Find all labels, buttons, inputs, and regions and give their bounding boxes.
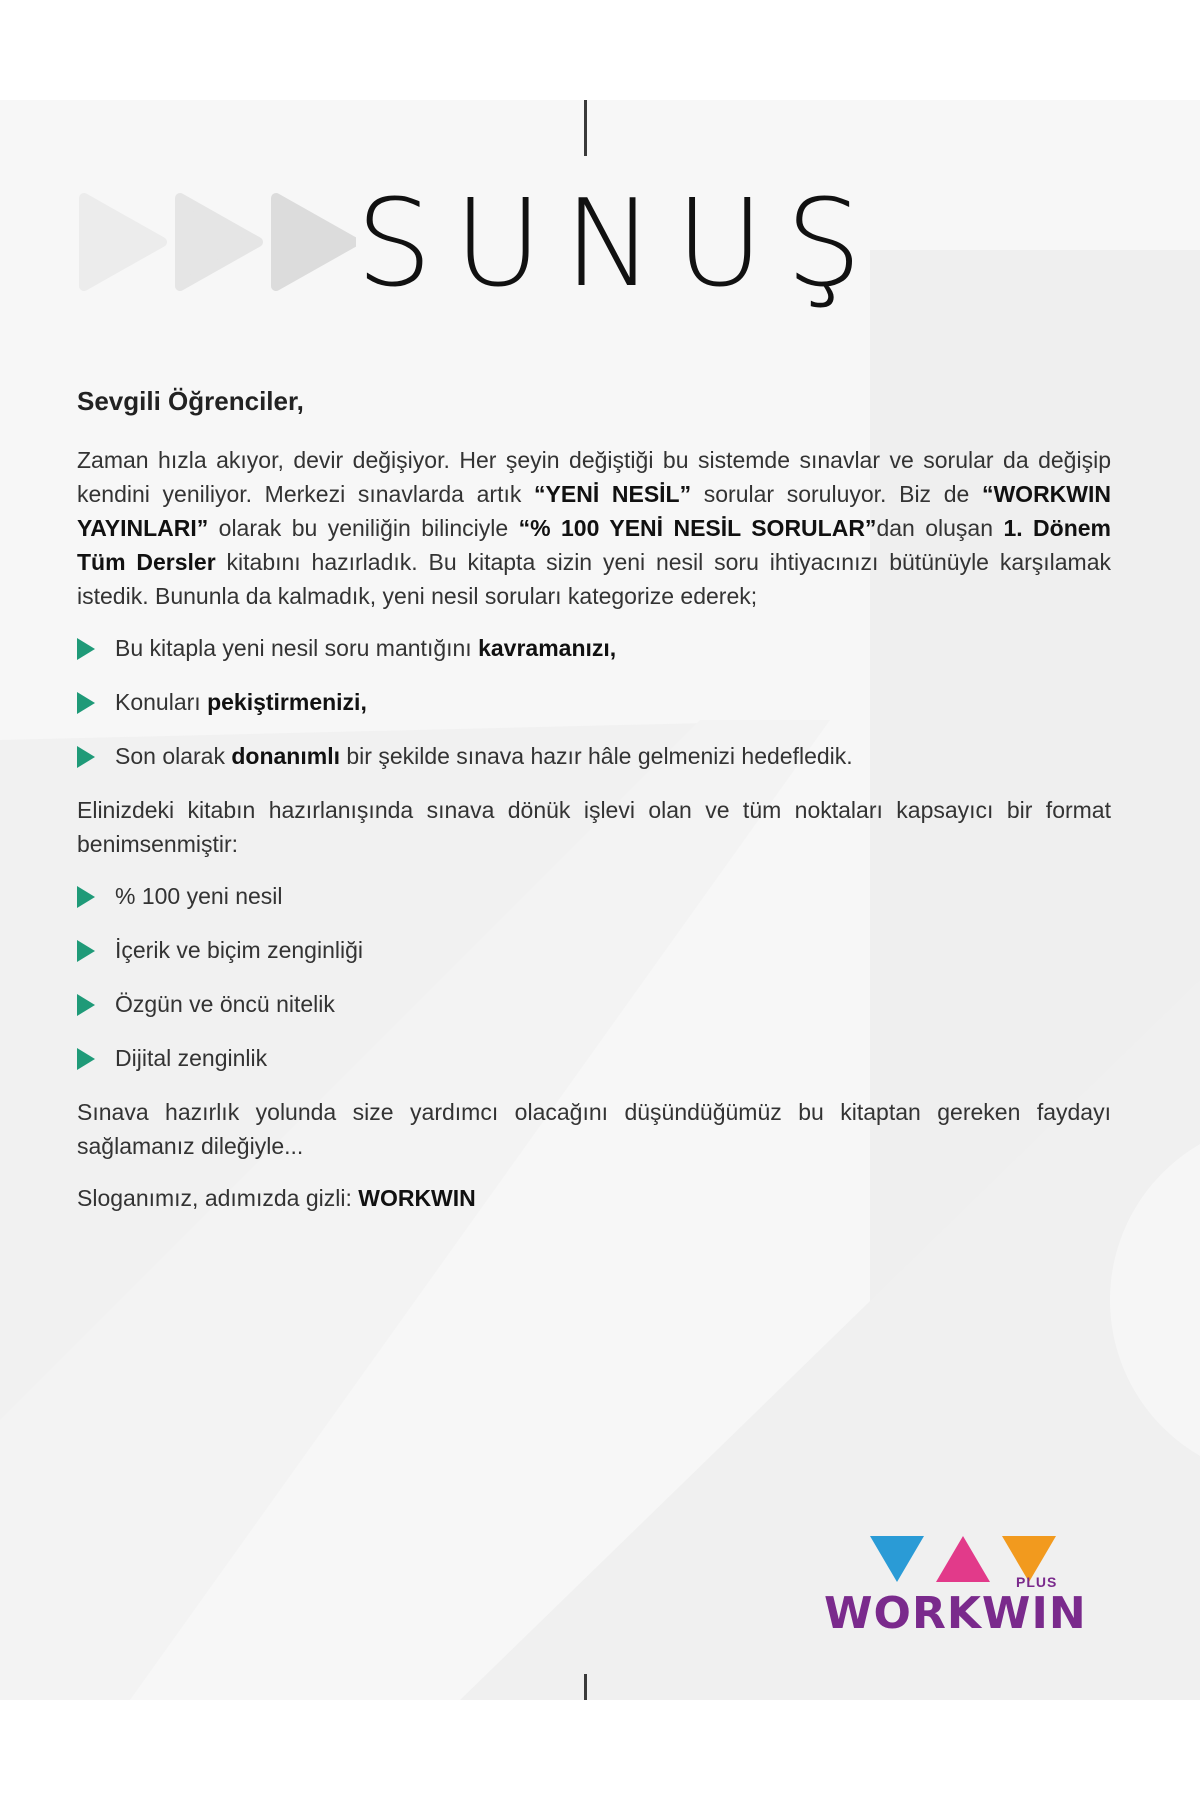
text-segment: olarak bu yeniliğin bilinciyle [208,515,519,541]
text-segment: kitabını hazırladık. Bu kitapta sizin yeni nesil soru ihtiyacınızı bütünüyle karşılamak istedik. Bununla da kalmadık, yeni nesil soruları kategorize ederek; [77,549,1112,609]
text-segment: Konuları [115,689,208,715]
text-segment: Bu kitapla yeni nesil soru mantığını [115,635,479,661]
logo-wordmark: WORKWIN [824,1588,1087,1639]
play-arrows-icon [76,192,356,292]
text-segment: % 100 yeni nesil [115,883,283,909]
text-segment: İçerik ve biçim zenginliği [115,937,363,963]
logo-plus-text: PLUS [1016,1574,1058,1590]
bold-text: 1. Dönem Tüm Dersler [77,515,1111,575]
greeting: Sevgili Öğrenciler, [77,386,304,416]
list-item [77,685,1111,719]
text-segment: bir şekilde sınava hazır hâle gelmenizi hedefledik. [339,743,853,769]
triangle-right-icon [77,886,95,908]
goals-list [77,631,1111,773]
list-item [77,1041,1111,1075]
format-paragraph [77,793,1111,861]
text-segment: Sınava hazırlık yolunda size yardımcı olacağını düşündüğümüz bu kitaptan gereken faydayı sağlamanız dileğiyle... [77,1099,1111,1159]
bold-text: WORKWIN [358,1185,476,1211]
list-item [77,739,1111,773]
page [0,100,1200,1700]
triangle-right-icon [77,638,95,660]
workwin-logo [824,1532,1087,1642]
bold-text: “% 100 YENİ NESİL SORULAR” [518,515,877,541]
triangle-right-icon [77,746,95,768]
list-item [77,987,1111,1021]
text-segment: Sloganımız, adımızda gizli: [77,1185,359,1211]
slogan-paragraph [77,1181,1111,1215]
text-segment: Son olarak [115,743,232,769]
bold-text: donanımlı [231,743,340,769]
top-tick-line [584,100,587,156]
page-title: SUNUŞ [356,175,884,314]
bottom-tick-line [584,1674,587,1700]
list-item [77,879,1111,913]
closing-paragraph [77,1095,1111,1163]
bold-text: “WORKWIN YAYINLARI” [77,481,1111,541]
features-list [77,879,1111,1075]
bold-text: “YENİ NESİL” [534,481,692,507]
text-segment: Zaman hızla akıyor, devir değişiyor. Her şeyin değiştiği bu sistemde sınavlar ve sorular da değişip kendini yeniliyor. Merkezi sınavlarda artık [77,447,1111,507]
text-segment: Özgün ve öncü nitelik [115,991,335,1017]
triangle-right-icon [77,994,95,1016]
text-segment: dan oluşan [876,515,1004,541]
bold-text: pekiştirmenizi, [207,689,367,715]
content [77,386,1111,1233]
text-segment: sorular soruluyor. Biz de [691,481,982,507]
text-segment: Dijital zenginlik [115,1045,268,1071]
bold-text: kavramanızı, [478,635,617,661]
intro-paragraph [77,443,1111,613]
list-item [77,631,1111,665]
text-segment: Elinizdeki kitabın hazırlanışında sınava dönük işlevi olan ve tüm noktaları kapsayıcı bir format benimsenmiştir: [77,797,1111,857]
triangle-right-icon [77,692,95,714]
triangle-right-icon [77,1048,95,1070]
triangle-right-icon [77,940,95,962]
list-item [77,933,1111,967]
